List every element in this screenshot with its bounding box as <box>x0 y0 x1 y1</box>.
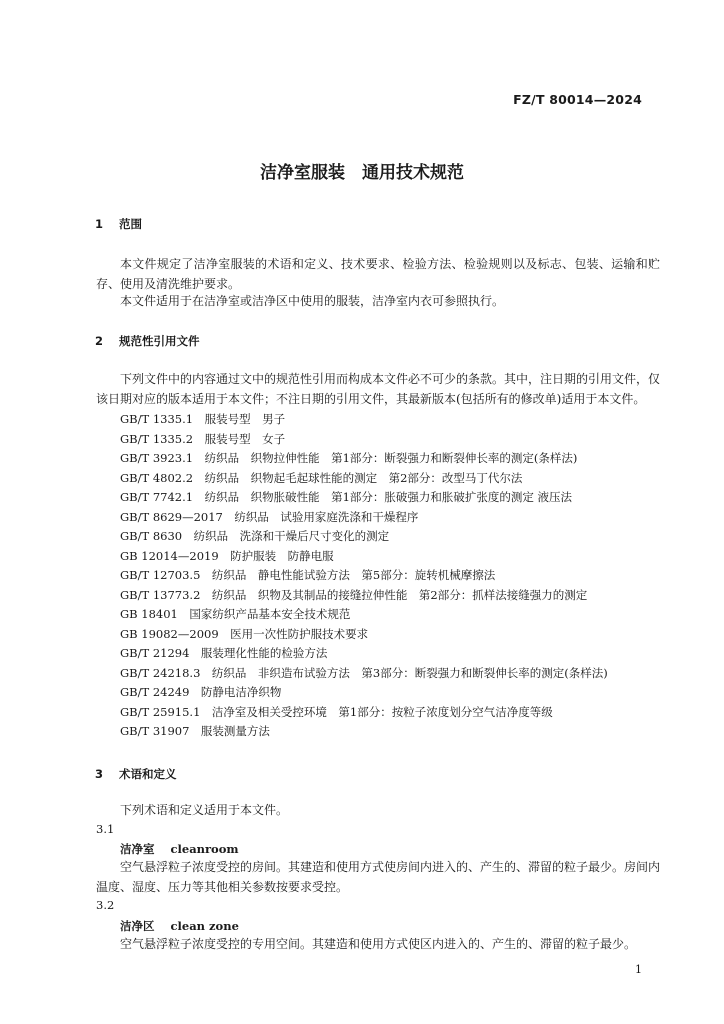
term-name-cn: 洁净室 <box>120 842 155 856</box>
term-definition: 空气悬浮粒子浓度受控的专用空间。其建造和使用方式使区内进入的、产生的、滞留的粒子最少。 <box>120 937 637 951</box>
reference-item: GB/T 4802.2 纺织品 织物起毛起球性能的测定 第2部分：改型马丁代尔法 <box>120 470 523 485</box>
reference-item: GB/T 1335.2 服装号型 女子 <box>120 431 286 446</box>
reference-list <box>120 410 608 742</box>
reference-item: GB/T 24249 防静电洁净织物 <box>120 685 282 699</box>
reference-item: GB/T 8630 纺织品 洗涤和干燥后尺寸变化的测定 <box>120 529 390 543</box>
section-number: 1 <box>95 217 104 231</box>
reference-item: GB/T 24218.3 纺织品 非织造布试验方法 第3部分：断裂强力和断裂伸长率的测定(条样法) <box>120 665 608 680</box>
reference-item: GB 19082—2009 医用一次性防护服技术要求 <box>120 626 369 641</box>
scope-paragraph-1: 本文件规定了洁净室服装的术语和定义、技术要求、检验方法、检验规则以及标志、包装、运输和贮存、使用及清洗维护要求。 <box>96 257 660 291</box>
reference-item: GB/T 12703.5 纺织品 静电性能试验方法 第5部分：旋转机械摩擦法 <box>120 568 496 582</box>
section-number: 2 <box>95 334 104 348</box>
standard-code: FZ/T 80014—2024 <box>513 92 642 107</box>
reference-item: GB 12014—2019 防护服装 防静电服 <box>120 548 334 563</box>
reference-item: GB/T 25915.1 洁净室及相关受控环境 第1部分：按粒子浓度划分空气洁净度等级 <box>120 704 553 719</box>
reference-item: GB/T 3923.1 纺织品 织物拉伸性能 第1部分：断裂强力和断裂伸长率的测定(条样法) <box>120 451 578 465</box>
section-title: 范围 <box>119 217 142 231</box>
reference-item: GB/T 31907 服装测量方法 <box>120 724 270 738</box>
term-definition: 空气悬浮粒子浓度受控的房间。其建造和使用方式使房间内进入的、产生的、滞留的粒子最少。房间内温度、湿度、压力等其他相关参数按要求受控。 <box>96 860 661 894</box>
reference-item: GB/T 13773.2 纺织品 织物及其制品的接缝拉伸性能 第2部分：抓样法接缝强力的测定 <box>120 587 588 602</box>
term-heading <box>120 841 239 857</box>
reference-item: GB/T 21294 服装理化性能的检验方法 <box>120 646 328 660</box>
term-name-en: clean zone <box>170 919 239 933</box>
section-title: 规范性引用文件 <box>119 334 200 348</box>
term-number: 3.2 <box>96 898 115 912</box>
section-3-heading <box>95 766 177 782</box>
terms-intro-paragraph: 下列术语和定义适用于本文件。 <box>120 803 289 817</box>
document-title: 洁净室服装 通用技术规范 <box>260 163 464 183</box>
reference-item: GB/T 1335.1 服装号型 男子 <box>120 412 286 426</box>
section-1-heading <box>95 216 142 232</box>
section-2-heading <box>95 333 200 349</box>
term-heading <box>120 918 239 934</box>
reference-item: GB/T 8629—2017 纺织品 试验用家庭洗涤和干燥程序 <box>120 509 419 524</box>
refs-intro-paragraph: 下列文件中的内容通过文中的规范性引用而构成本文件必不可少的条款。其中，注日期的引用文件，仅该日期对应的版本适用于本文件；不注日期的引用文件，其最新版本(包括所有的修改单)适用于本文件。 <box>96 372 661 406</box>
term-name-en: cleanroom <box>170 842 239 856</box>
reference-item: GB/T 7742.1 纺织品 织物胀破性能 第1部分：胀破强力和胀破扩张度的测定 液压法 <box>120 490 573 504</box>
page-number: 1 <box>635 963 642 976</box>
reference-item: GB 18401 国家纺织产品基本安全技术规范 <box>120 607 351 621</box>
section-title: 术语和定义 <box>119 767 177 781</box>
term-name-cn: 洁净区 <box>120 919 155 933</box>
section-number: 3 <box>95 767 104 781</box>
term-number: 3.1 <box>96 822 115 836</box>
scope-paragraph-2: 本文件适用于在洁净室或洁净区中使用的服装，洁净室内衣可参照执行。 <box>120 294 505 308</box>
